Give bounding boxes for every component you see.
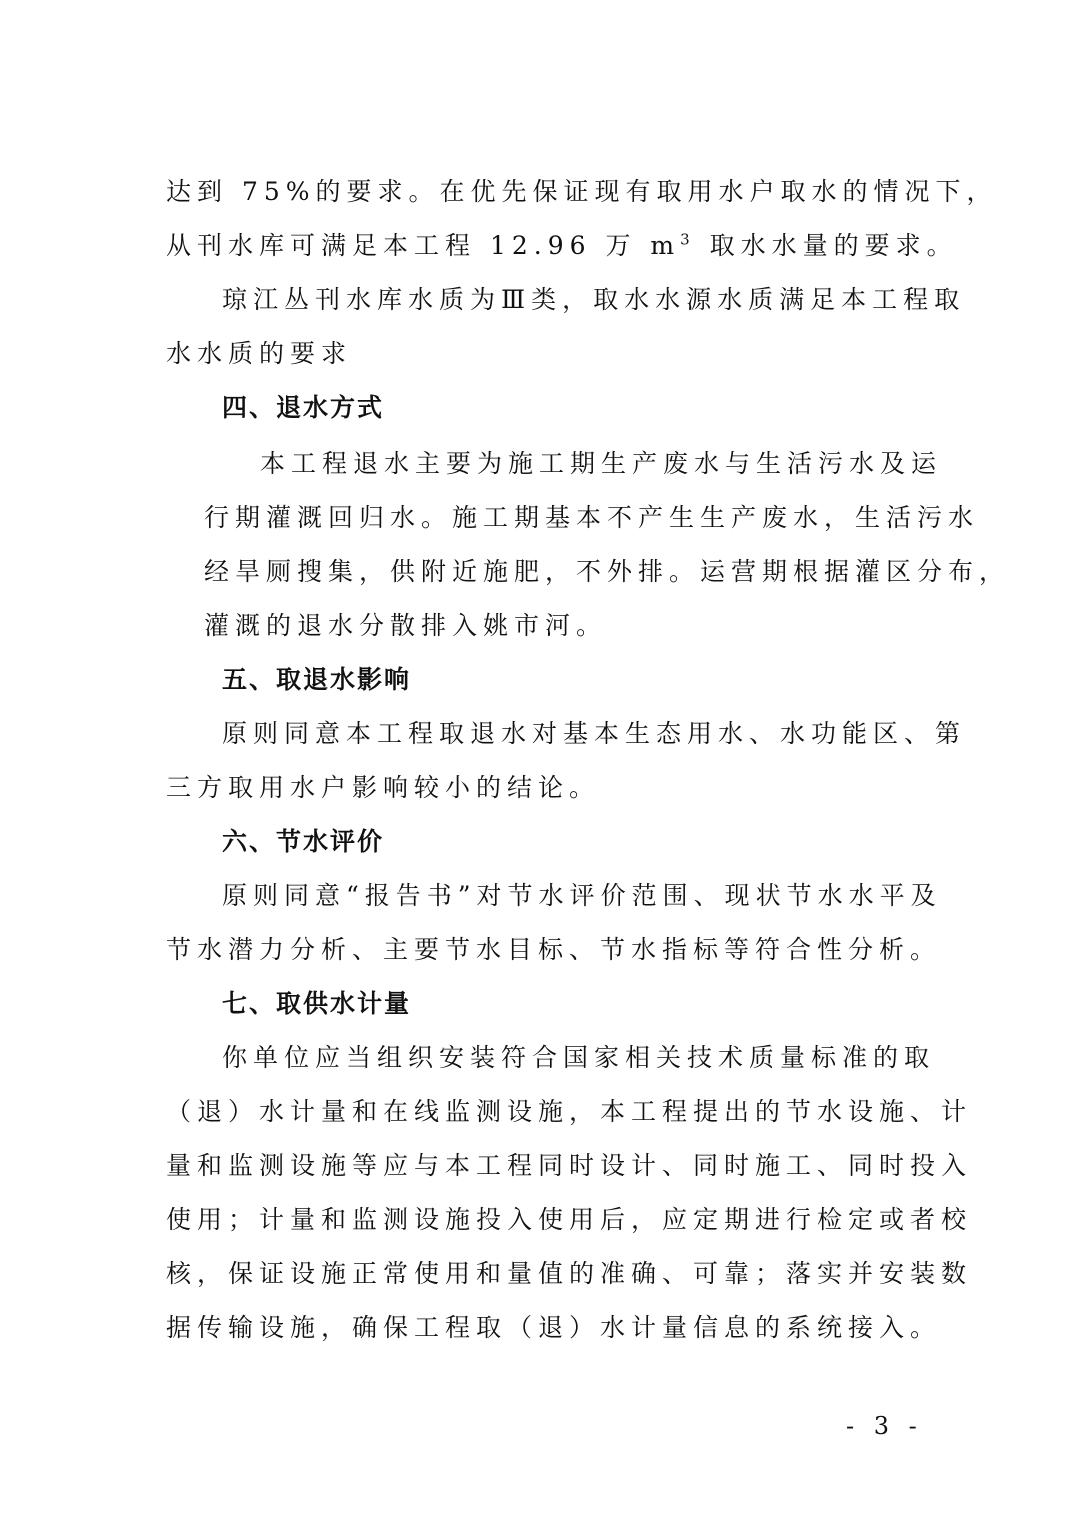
paragraph-line — [166, 229, 958, 263]
section-heading: 四、退水方式 — [222, 393, 385, 422]
paragraph-line: 核，保证设施正常使用和量值的准确、可靠；落实并安装数 — [166, 1259, 973, 1288]
paragraph-line: 原则同意“报告书”对节水评价范围、现状节水水平及 — [222, 881, 942, 910]
paragraph-line: 使用；计量和监测设施投入使用后，应定期进行检定或者校 — [166, 1205, 973, 1234]
paragraph-line: 据传输设施，确保工程取（退）水计量信息的系统接入。 — [166, 1313, 942, 1342]
paragraph-line: 量和监测设施等应与本工程同时设计、同时施工、同时投入 — [166, 1151, 973, 1180]
page-number: - 3 - — [846, 1412, 923, 1440]
line-text: 取水水量的要求。 — [709, 231, 958, 260]
superscript: 3 — [680, 230, 696, 249]
paragraph-line: 三方取用水户影响较小的结论。 — [166, 773, 601, 802]
paragraph-line: 原则同意本工程取退水对基本生态用水、水功能区、第 — [222, 719, 967, 748]
paragraph-line: 经旱厕搜集，供附近施肥，不外排。运营期根据灌区分布， — [204, 557, 1011, 586]
paragraph-line: 行期灌溉回归水。施工期基本不产生生产废水，生活污水 — [204, 503, 980, 532]
paragraph-line: （退）水计量和在线监测设施，本工程提出的节水设施、计 — [166, 1097, 973, 1126]
section-heading: 六、节水评价 — [222, 827, 385, 856]
paragraph-line: 灌溉的退水分散排入姚市河。 — [204, 611, 608, 640]
section-heading: 七、取供水计量 — [222, 989, 412, 1018]
paragraph-line: 琼江丛刊水库水质为Ⅲ类，取水水源水质满足本工程取 — [222, 285, 966, 314]
paragraph-line: 达到 75%的要求。在优先保证现有取用水户取水的情况下， — [166, 177, 998, 206]
paragraph-line: 本工程退水主要为施工期生产废水与生活污水及运 — [260, 449, 943, 478]
paragraph-line: 你单位应当组织安装符合国家相关技术质量标准的取 — [222, 1043, 936, 1072]
paragraph-line: 节水潜力分析、主要节水目标、节水指标等符合性分析。 — [166, 935, 942, 964]
paragraph-line: 水水质的要求 — [166, 339, 353, 368]
section-heading: 五、取退水影响 — [222, 665, 412, 694]
line-text: 从刊水库可满足本工程 12.96 万 m — [166, 231, 681, 260]
